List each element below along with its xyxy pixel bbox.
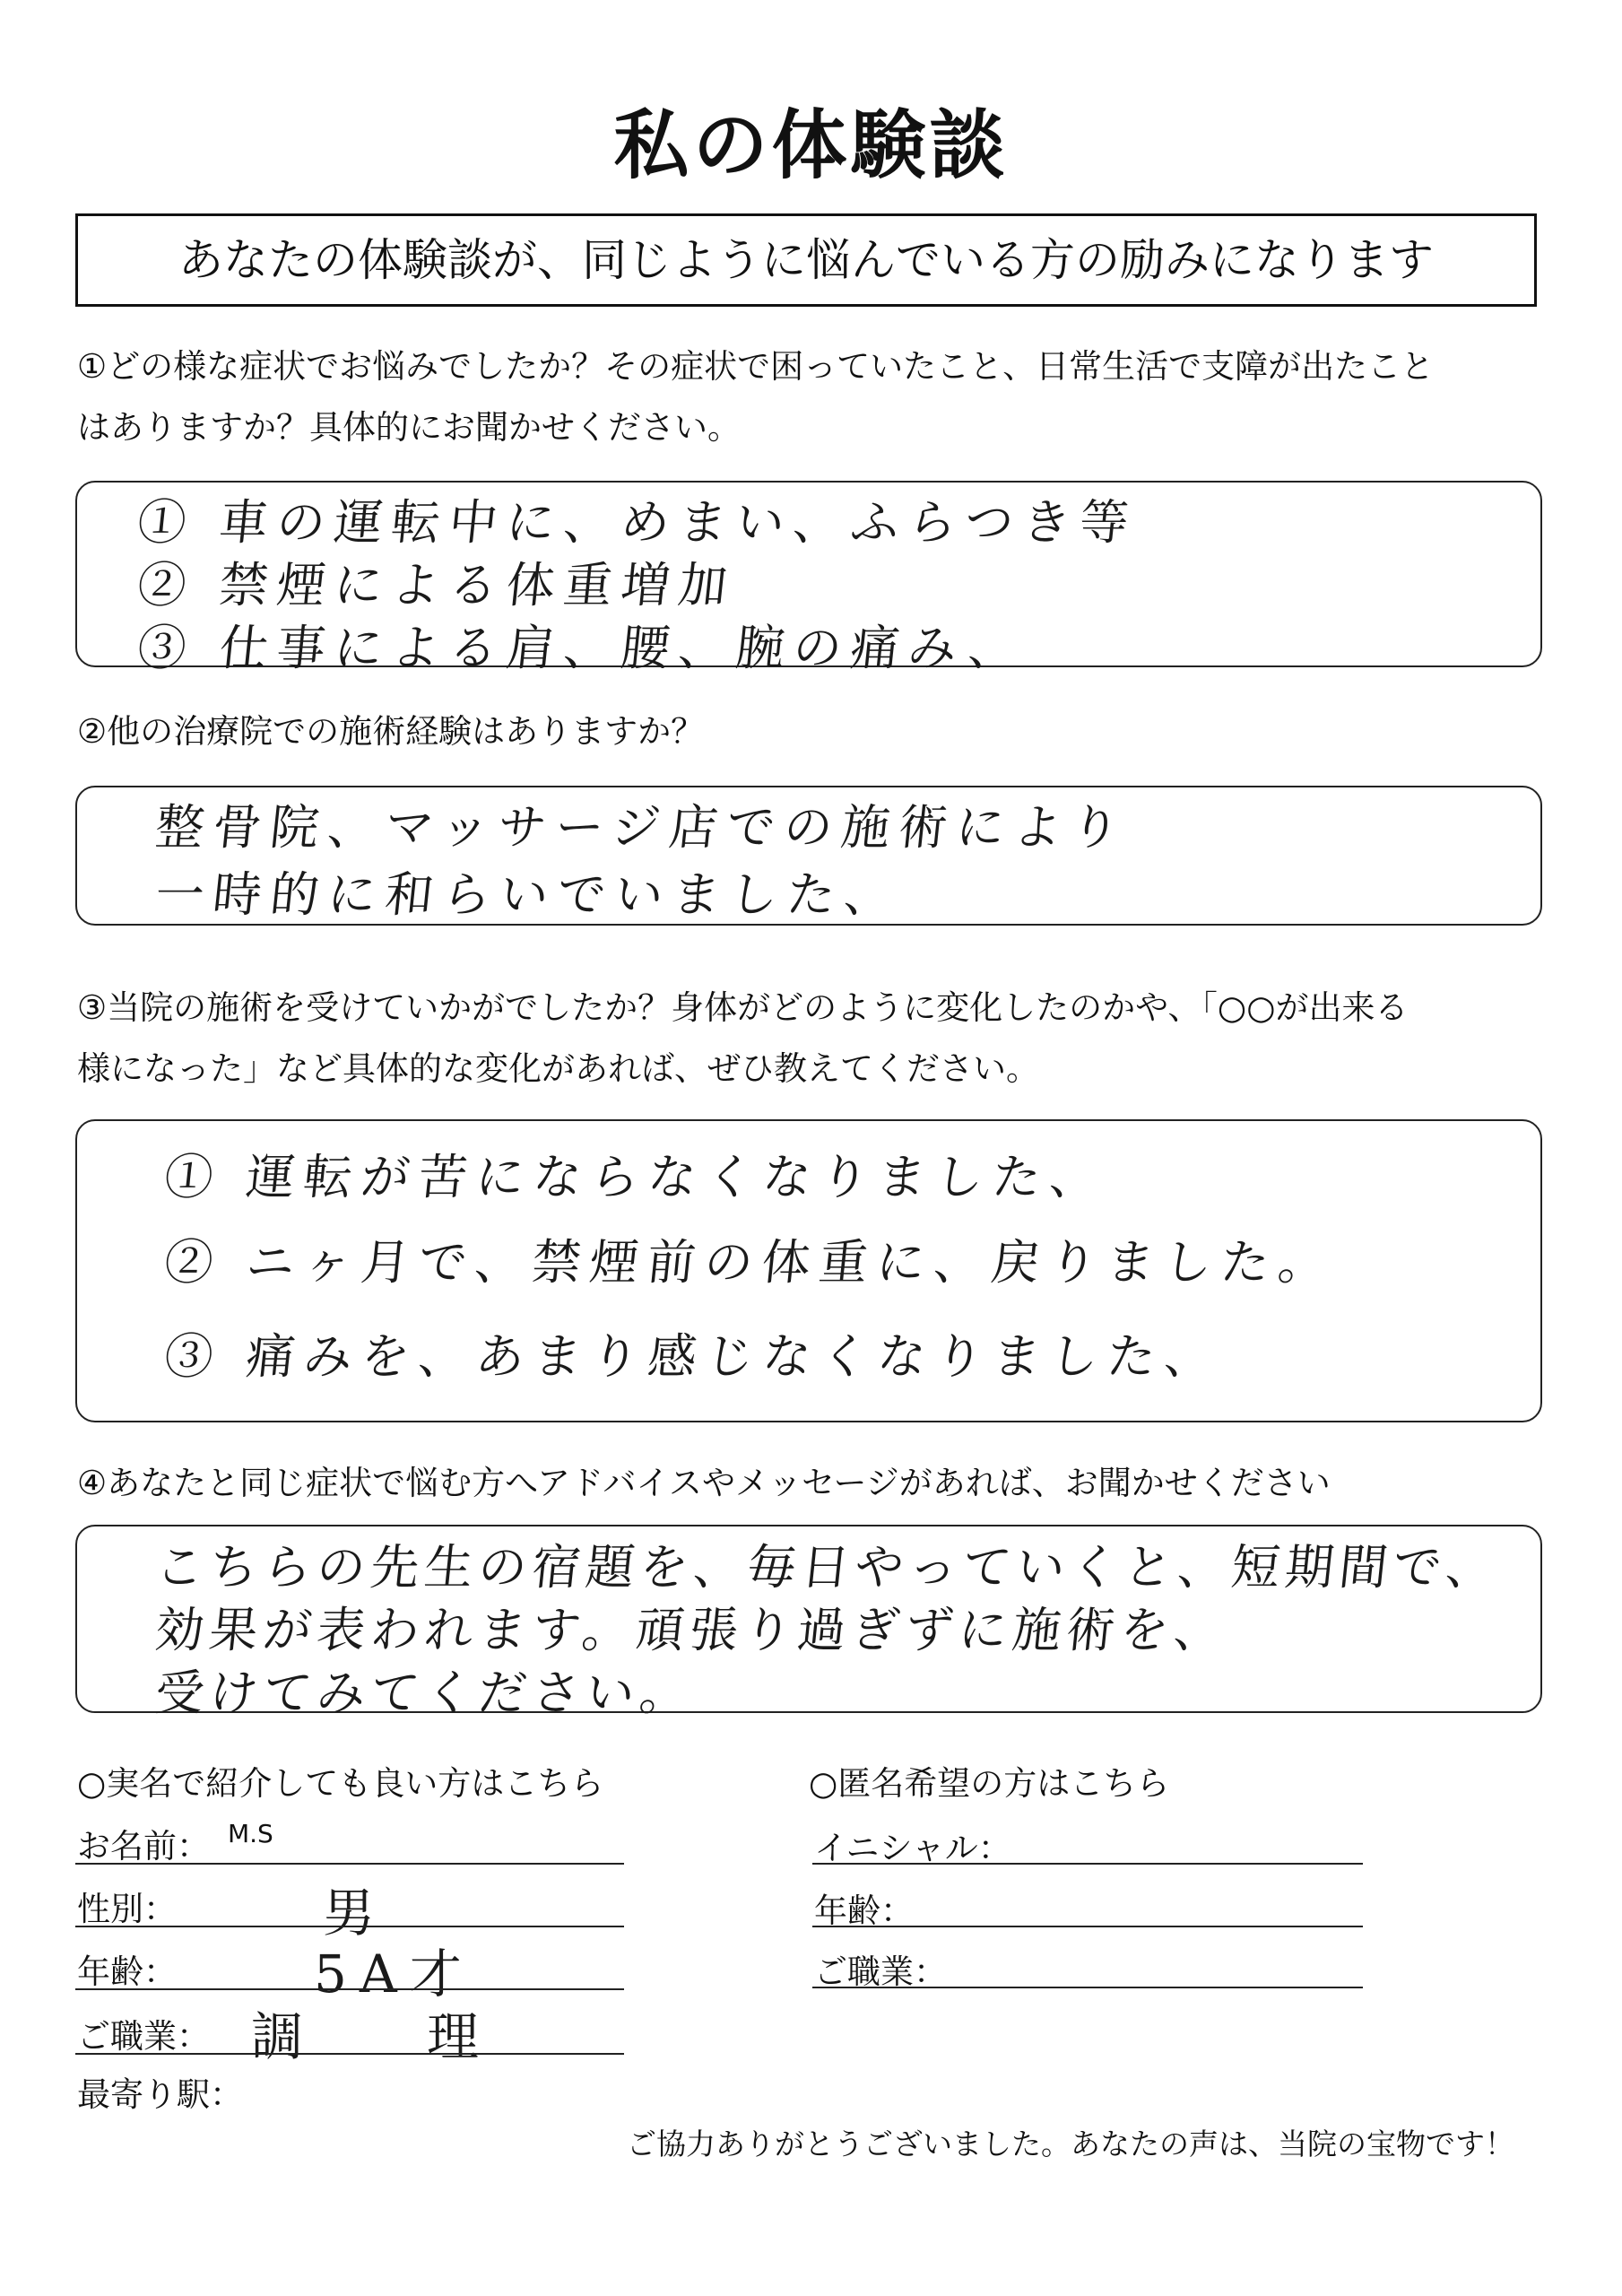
question-3-line-1: ③当院の施術を受けていかがでしたか？身体がどのように変化したのかや、「○○が出来る xyxy=(77,988,1409,1027)
age-label: 年齢： xyxy=(77,1952,177,1991)
page-title: 私の体験談 xyxy=(613,101,1009,189)
answer-4-line-1: こちらの先生の宿題を、毎日やっていくと、短期間で、 xyxy=(152,1539,1503,1596)
job-line xyxy=(75,2053,624,2055)
age-line xyxy=(75,1988,624,1990)
initial-line xyxy=(812,1863,1363,1865)
question-4: ④あなたと同じ症状で悩む方へアドバイスやメッセージがあれば、お聞かせください xyxy=(77,1464,1331,1502)
anon-job-line xyxy=(812,1987,1363,1988)
station-label: 最寄り駅： xyxy=(77,2075,243,2114)
answer-4-line-2: 効果が表われます。頑張り過ぎずに施術を、 xyxy=(152,1602,1231,1658)
answer-2-line-1: 整骨院、マッサージ店での施術により xyxy=(152,799,1132,856)
answer-1-line-2: ② 禁煙による体重増加 xyxy=(134,557,740,613)
question-3-line-2: 様になった」など具体的な変化があれば、ぜひ教えてください。 xyxy=(77,1049,1039,1088)
job-value: 調 理 xyxy=(251,2006,516,2067)
answer-3-line-3: ③ 痛みを、あまり感じなくなりました、 xyxy=(161,1328,1226,1385)
answer-2-line-2: 一時的に和らいでいました、 xyxy=(152,866,905,923)
job-label: ご職業： xyxy=(77,2017,210,2056)
anon-age-label: 年齢： xyxy=(814,1892,914,1930)
gender-line xyxy=(75,1926,624,1927)
question-1-line-2: はありますか？具体的にお聞かせください。 xyxy=(77,408,741,447)
question-2: ②他の治療院での施術経験はありますか？ xyxy=(77,712,705,751)
anonymous-heading: ○匿名希望の方はこちら xyxy=(809,1764,1170,1803)
age-value: 5A才 xyxy=(314,1944,474,2005)
answer-4-line-3: 受けてみてください。 xyxy=(152,1665,697,1721)
answer-3-line-1: ① 運転が苦にならなくなりました、 xyxy=(161,1149,1111,1205)
answer-1-line-1: ① 車の運転中に、めまい、ふらつき等 xyxy=(134,494,1141,551)
gender-value: 男 xyxy=(323,1883,388,1944)
gender-label: 性別： xyxy=(77,1890,177,1928)
anon-age-line xyxy=(812,1926,1363,1927)
name-label: お名前： xyxy=(77,1827,210,1866)
anon-job-label: ご職業： xyxy=(814,1952,947,1991)
question-1-line-1: ①どの様な症状でお悩みでしたか？その症状で困っていたこと、日常生活で支障が出たこと xyxy=(77,347,1435,386)
name-line xyxy=(75,1863,624,1865)
thanks-message: ご協力ありがとうございました。あなたの声は、当院の宝物です！ xyxy=(627,2126,1514,2161)
initial-label: イニシャル： xyxy=(814,1829,1011,1867)
answer-1-line-3: ③ 仕事による肩、腰、腕の痛み、 xyxy=(134,620,1029,676)
real-name-heading: ○実名で紹介しても良い方はこちら xyxy=(77,1764,604,1803)
subtitle: あなたの体験談が、同じように悩んでいる方の励みになります xyxy=(178,234,1434,286)
answer-3-line-2: ② ニヶ月で、禁煙前の体重に、戻りました。 xyxy=(161,1234,1340,1291)
name-value: M.S xyxy=(228,1819,273,1848)
